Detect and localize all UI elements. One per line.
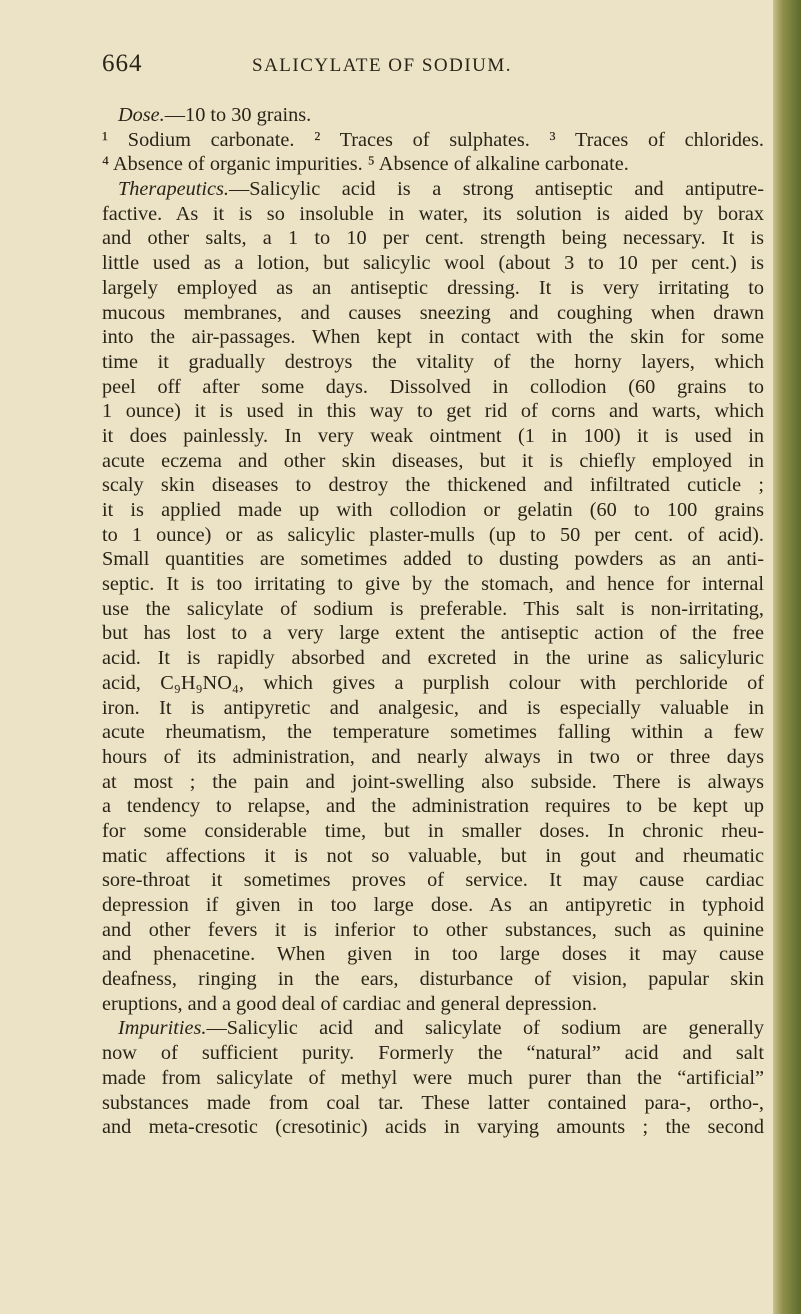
impurity-tests — [102, 128, 764, 177]
text-line: it does painlessly. In very weak ointment (1 in 100) it is used in — [102, 424, 764, 447]
text-line: to 1 ounce) or as salicylic plaster-mulls (up to 50 per cent. of acid). — [102, 523, 764, 546]
dose-label: Dose. — [118, 104, 165, 126]
text-line: eruptions, and a good deal of cardiac and general depression. — [102, 992, 598, 1015]
impurities-first-line — [102, 1016, 764, 1041]
text-line: but has lost to a very large extent the antiseptic action of the free — [102, 622, 764, 645]
text-line: time it gradually destroys the vitality of the horny layers, which — [102, 350, 764, 373]
running-head: SALICYLATE OF SODIUM. — [252, 55, 513, 76]
impurities-paragraph — [102, 1041, 764, 1140]
text-line: scaly skin diseases to destroy the thickened and infiltrated cuticle ; — [102, 474, 764, 497]
text-line: ¹ Sodium carbonate. ² Traces of sulphates. ³ Traces of chlorides. — [102, 128, 764, 151]
text-line: made from salicylate of methyl were much purer than the “artificial” — [102, 1066, 764, 1089]
text-line: at most ; the pain and joint-swelling also subside. There is always — [102, 770, 764, 793]
text-line: depression if given in too large dose. As an antipyretic in typhoid — [102, 894, 764, 916]
text-line: little used as a lotion, but salicylic wool (about 3 to 10 per cent.) is — [102, 252, 764, 275]
text-line: mucous membranes, and causes sneezing and coughing when drawn — [102, 301, 764, 324]
impurities-label: Impurities. — [118, 1017, 207, 1040]
text-line: matic affections it is not so valuable, but in gout and rheumatic — [102, 844, 764, 867]
text-line: largely employed as an antiseptic dressing. It is very irritating to — [102, 276, 764, 299]
dose-line — [102, 103, 764, 128]
therapeutics-first-line — [102, 177, 764, 202]
page-number: 664 — [102, 50, 143, 77]
text-line: ⁴ Absence of organic impurities. ⁵ Absence of alkaline carbonate. — [102, 153, 629, 176]
text-line: and other fevers it is inferior to other substances, such as quinine — [102, 918, 764, 941]
text-line: septic. It is too irritating to give by the stomach, and hence for internal — [102, 573, 764, 596]
therapeutics-paragraph — [102, 202, 764, 1017]
text-line: acid. It is rapidly absorbed and excreted in the urine as salicyluric — [102, 647, 764, 670]
text-line: acute rheumatism, the temperature sometimes falling within a few — [102, 721, 764, 744]
text-line: and meta-cresotic (cresotinic) acids in varying amounts ; the second — [102, 1116, 764, 1139]
text-line: into the air-passages. When kept in contact with the skin for some — [102, 326, 764, 349]
page-edge-shadow — [773, 0, 801, 1314]
impurities-first-line-text: —Salicylic acid and salicylate of sodium are generally — [206, 1017, 764, 1040]
text-line: factive. As it is so insoluble in water, its solution is aided by borax — [102, 202, 764, 225]
text-line: hours of its administration, and nearly always in two or three days — [102, 745, 764, 768]
text-line: peel off after some days. Dissolved in collodion (60 grains to — [102, 375, 764, 398]
therapeutics-first-line-text: —Salicylic acid is a strong antiseptic and antiputre- — [228, 178, 764, 201]
text-line: iron. It is antipyretic and analgesic, and is especially valuable in — [102, 696, 764, 719]
text-line: acute eczema and other skin diseases, but it is chiefly employed in — [102, 449, 764, 472]
text-line: it is applied made up with collodion or gelatin (60 to 100 grains — [102, 499, 764, 521]
text-line: now of sufficient purity. Formerly the “natural” acid and salt — [102, 1042, 764, 1065]
text-line: deafness, ringing in the ears, disturbance of vision, papular skin — [102, 968, 764, 991]
text-line: for some considerable time, but in smaller doses. In chronic rheu- — [102, 819, 764, 842]
text-line: sore-throat it sometimes proves of service. It may cause cardiac — [102, 869, 764, 892]
body-text — [102, 103, 764, 1140]
text-line: use the salicylate of sodium is preferable. This salt is non-irritating, — [102, 597, 764, 620]
text-line: 1 ounce) it is used in this way to get rid of corns and warts, which — [102, 400, 764, 423]
text-line: substances made from coal tar. These latter contained para-, ortho-, — [102, 1091, 764, 1114]
text-line: a tendency to relapse, and the administration requires to be kept up — [102, 795, 764, 818]
text-line: and phenacetine. When given in too large doses it may cause — [102, 943, 764, 966]
dose-text: —10 to 30 grains. — [164, 104, 312, 126]
text-line: Small quantities are sometimes added to dusting powders as an anti- — [102, 548, 764, 571]
text-line: acid, C₉H₉NO₄, which gives a purplish colour with perchloride of — [102, 671, 764, 694]
text-line: and other salts, a 1 to 10 per cent. strength being necessary. It is — [102, 227, 764, 250]
therapeutics-label: Therapeutics. — [118, 178, 229, 201]
